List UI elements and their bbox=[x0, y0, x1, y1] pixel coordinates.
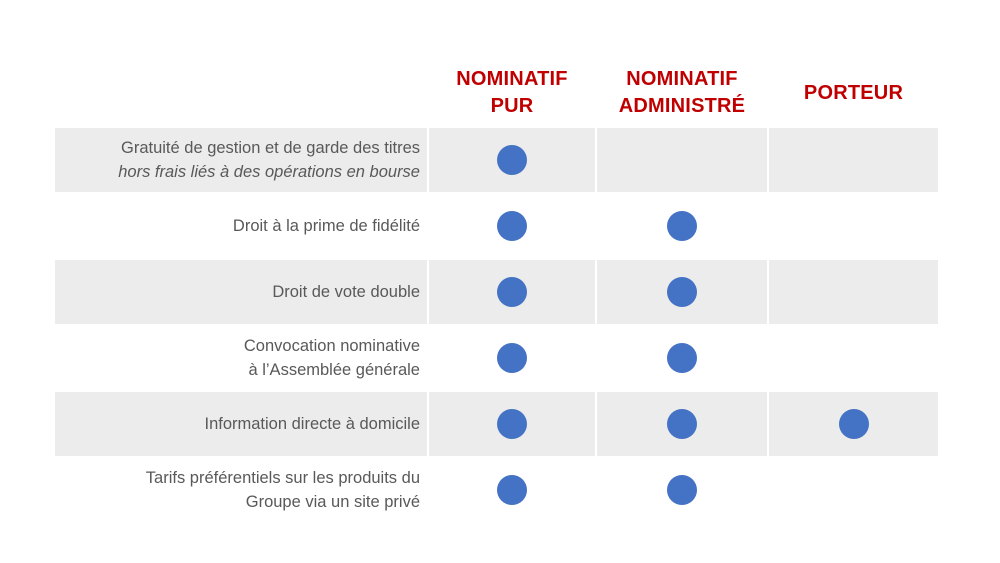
row-label bbox=[244, 334, 420, 382]
feature-dot-icon bbox=[839, 409, 869, 439]
column-header-line2: PUR bbox=[490, 95, 534, 117]
feature-dot-icon bbox=[497, 475, 527, 505]
row-label-line1: Information directe à domicile bbox=[204, 415, 420, 433]
cell-nominatif-pur bbox=[429, 128, 595, 192]
cell-nominatif-pur bbox=[429, 326, 595, 390]
row-label-cell bbox=[55, 458, 427, 522]
cell-nominatif-administre bbox=[597, 458, 767, 522]
column-header-line1: PORTEUR bbox=[803, 81, 904, 104]
column-header-porteur bbox=[769, 62, 938, 124]
row-label-cell bbox=[55, 194, 427, 258]
row-label-line1: Droit de vote double bbox=[272, 283, 420, 301]
cell-nominatif-administre bbox=[597, 128, 767, 192]
feature-dot-icon bbox=[497, 211, 527, 241]
row-label-line1: Convocation nominative bbox=[243, 337, 420, 355]
column-header-nominatif-administre bbox=[597, 62, 767, 124]
column-header-line2: ADMINISTRÉ bbox=[618, 95, 746, 117]
cell-nominatif-administre bbox=[597, 392, 767, 456]
cell-porteur bbox=[769, 458, 938, 522]
feature-dot-icon bbox=[667, 211, 697, 241]
row-label-line1: Tarifs préférentiels sur les produits du bbox=[145, 469, 420, 487]
table-row-tarifs-preferentiels bbox=[55, 458, 938, 522]
feature-dot-icon bbox=[667, 475, 697, 505]
row-label bbox=[233, 214, 420, 238]
row-label-cell bbox=[55, 260, 427, 324]
cell-nominatif-pur bbox=[429, 260, 595, 324]
cell-nominatif-pur bbox=[429, 392, 595, 456]
row-label bbox=[272, 280, 420, 304]
cell-nominatif-administre bbox=[597, 194, 767, 258]
cell-porteur bbox=[769, 260, 938, 324]
row-label bbox=[146, 466, 420, 514]
cell-porteur bbox=[769, 392, 938, 456]
feature-dot-icon bbox=[497, 277, 527, 307]
column-header-nominatif-pur bbox=[429, 62, 595, 124]
feature-dot-icon bbox=[497, 409, 527, 439]
cell-porteur bbox=[769, 194, 938, 258]
cell-porteur bbox=[769, 128, 938, 192]
row-label-line2: à l’Assemblée générale bbox=[248, 361, 420, 379]
cell-nominatif-pur bbox=[429, 458, 595, 522]
cell-nominatif-administre bbox=[597, 260, 767, 324]
cell-porteur bbox=[769, 326, 938, 390]
table-row-gratuite-gestion bbox=[55, 128, 938, 192]
row-label-line1: Droit à la prime de fidélité bbox=[232, 217, 420, 235]
table-row-information-domicile bbox=[55, 392, 938, 456]
feature-dot-icon bbox=[667, 277, 697, 307]
row-label bbox=[204, 412, 420, 436]
row-label-line1: Gratuité de gestion et de garde des titres bbox=[120, 139, 420, 157]
column-header-line1: NOMINATIF bbox=[626, 68, 738, 90]
row-label bbox=[118, 136, 420, 184]
column-header-line1: NOMINATIF bbox=[456, 68, 568, 90]
cell-nominatif-pur bbox=[429, 194, 595, 258]
cell-nominatif-administre bbox=[597, 326, 767, 390]
row-label-cell bbox=[55, 326, 427, 390]
table-row-vote-double bbox=[55, 260, 938, 324]
row-label-line2: Groupe via un site privé bbox=[245, 493, 420, 511]
row-label-cell bbox=[55, 128, 427, 192]
row-label-cell bbox=[55, 392, 427, 456]
feature-dot-icon bbox=[667, 409, 697, 439]
feature-dot-icon bbox=[667, 343, 697, 373]
table-row-prime-fidelite bbox=[55, 194, 938, 258]
feature-dot-icon bbox=[497, 343, 527, 373]
row-label-line2: hors frais liés à des opérations en bourse bbox=[118, 163, 420, 181]
feature-dot-icon bbox=[497, 145, 527, 175]
table-row-convocation bbox=[55, 326, 938, 390]
